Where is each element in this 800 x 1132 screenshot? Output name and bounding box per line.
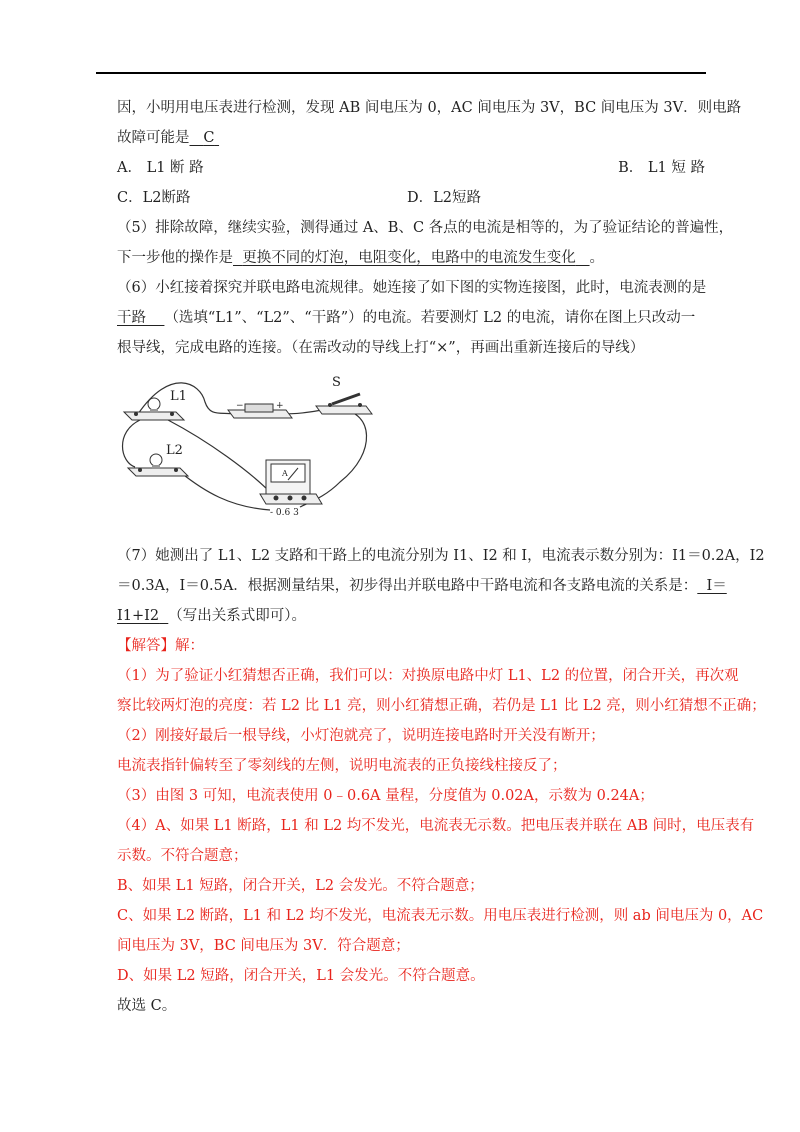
wire-l1-l2-left: [123, 420, 141, 467]
q7-line2-text: ＝0.3A，I＝0.5A．根据测量结果，初步得出并联电路中干路电流和各支路电流的关系是：: [117, 578, 698, 594]
q5-suffix: 。: [589, 250, 605, 266]
q7-line2: [117, 571, 727, 601]
document-body: [117, 93, 766, 1021]
q6-answer-blank: [117, 310, 164, 326]
q7-suffix: （写出关系式即可）。: [168, 608, 307, 624]
q5-answer: 更换不同的灯泡，电阻变化，电路中的电流发生变化: [242, 250, 576, 266]
option-c: C．L2断路: [117, 190, 191, 206]
q7-line1: （7）她测出了 L1、L2 支路和干路上的电流分别为 I1、I2 和 I，电流表示数分别为：I1＝0.2A，I2: [117, 548, 765, 564]
q6-suffix: （选填“L1”、“L2”、“干路”）的电流。若要测灯 L2 的电流，请你在图上只改动一: [164, 310, 696, 326]
circuit-diagram: [110, 372, 400, 527]
q4-options-ab: [117, 153, 705, 183]
q6-line2: [117, 303, 705, 333]
q5-answer-blank: [233, 250, 590, 266]
solution-p1a: （1）为了验证小红猜想否正确，我们可以：对换原电路中灯 L1、L2 的位置，闭合开关，再次观: [117, 668, 739, 684]
solution-p1b: 察比较两灯泡的亮度：若 L2 比 L1 亮，则小红猜想正确，若仍是 L1 比 L2 亮，则小红猜想不正确；: [117, 698, 766, 714]
solution-p2b: 电流表指针偏转至了零刻线的左侧，说明电流表的正负接线柱接反了；: [117, 758, 567, 774]
wire-l1-meter: [168, 420, 270, 492]
q5-prefix: 下一步他的操作是: [117, 250, 233, 266]
solution-p2a: （2）刚接好最后一根导线，小灯泡就亮了，说明连接电路时开关没有断开；: [117, 728, 605, 744]
option-d: D．L2短路: [407, 190, 481, 206]
solution-p4b: 示数。不符合题意；: [117, 848, 248, 864]
q6-line1: （6）小红接着探究并联电路电流规律。她连接了如下图的实物连接图，此时，电流表测的是: [117, 280, 707, 296]
header-rule: [96, 72, 706, 74]
svg-text:+: +: [276, 401, 284, 411]
q4-options-cd: [117, 183, 705, 213]
q7-answer-a: I＝: [706, 578, 727, 594]
solution-header: 【解答】解：: [117, 638, 204, 654]
solution-p4d: C、如果 L2 断路，L1 和 L2 均不发光，电流表无示数。用电压表进行检测，则 ab 间电压为 0，AC: [117, 908, 764, 924]
solution-p4e: 间电压为 3V，BC 间电压为 3V．符合题意；: [117, 938, 410, 954]
wire-l2-meter: [180, 472, 270, 510]
solution-p4a: （4）A、如果 L1 断路，L1 和 L2 均不发光，电流表无示数。把电压表并联在 AB 间时，电压表有: [117, 818, 755, 834]
q4-prefix: 故障可能是: [117, 130, 190, 146]
svg-text:−: −: [236, 401, 244, 411]
solution-p3: （3）由图 3 可知，电流表使用 0﹣0.6A 量程，分度值为 0.02A，示数为 0.24A；: [117, 788, 654, 804]
q7-answer-b: I1+I2: [117, 608, 160, 624]
label-l1: L1: [170, 389, 187, 404]
meter-terminals: - 0.6 3: [270, 508, 299, 518]
switch-icon: [316, 394, 372, 414]
q7-answer-part2: [117, 608, 168, 624]
option-b: B． L1 短 路: [618, 160, 705, 176]
q7-answer-part1: [697, 578, 726, 594]
q6-line3: 根导线，完成电路的连接。（在需改动的导线上打“×”，再画出重新连接后的导线）: [117, 340, 645, 356]
q4-answer: C: [203, 130, 215, 146]
q4-line1: 因，小明用电压表进行检测，发现 AB 间电压为 0，AC 间电压为 3V，BC 间电压为 3V．则电路: [117, 100, 742, 116]
solution-p4c: B、如果 L1 短路，闭合开关，L2 会发光。不符合题意；: [117, 878, 484, 894]
q4-line2: [117, 123, 705, 153]
label-s: S: [332, 375, 341, 390]
option-a: A． L1 断 路: [117, 160, 204, 176]
label-l2: L2: [166, 443, 183, 458]
solution-p4f: D、如果 L2 短路，闭合开关，L1 会发光。不符合题意。: [117, 968, 485, 984]
meter-letter: A: [282, 469, 288, 478]
q5-line1: （5）排除故障，继续实验，测得通过 A、B、C 各点的电流是相等的，为了验证结论的普遍性，: [117, 220, 734, 236]
q4-answer-blank: [190, 130, 220, 146]
battery-icon: [228, 401, 292, 418]
solution-block: [117, 631, 766, 991]
q7-line3: [117, 601, 705, 631]
solution-conclusion: 故选 C。: [117, 998, 177, 1014]
q5-line2: [117, 243, 705, 273]
ammeter-icon: [260, 460, 322, 504]
q6-answer: 干路: [117, 310, 146, 326]
